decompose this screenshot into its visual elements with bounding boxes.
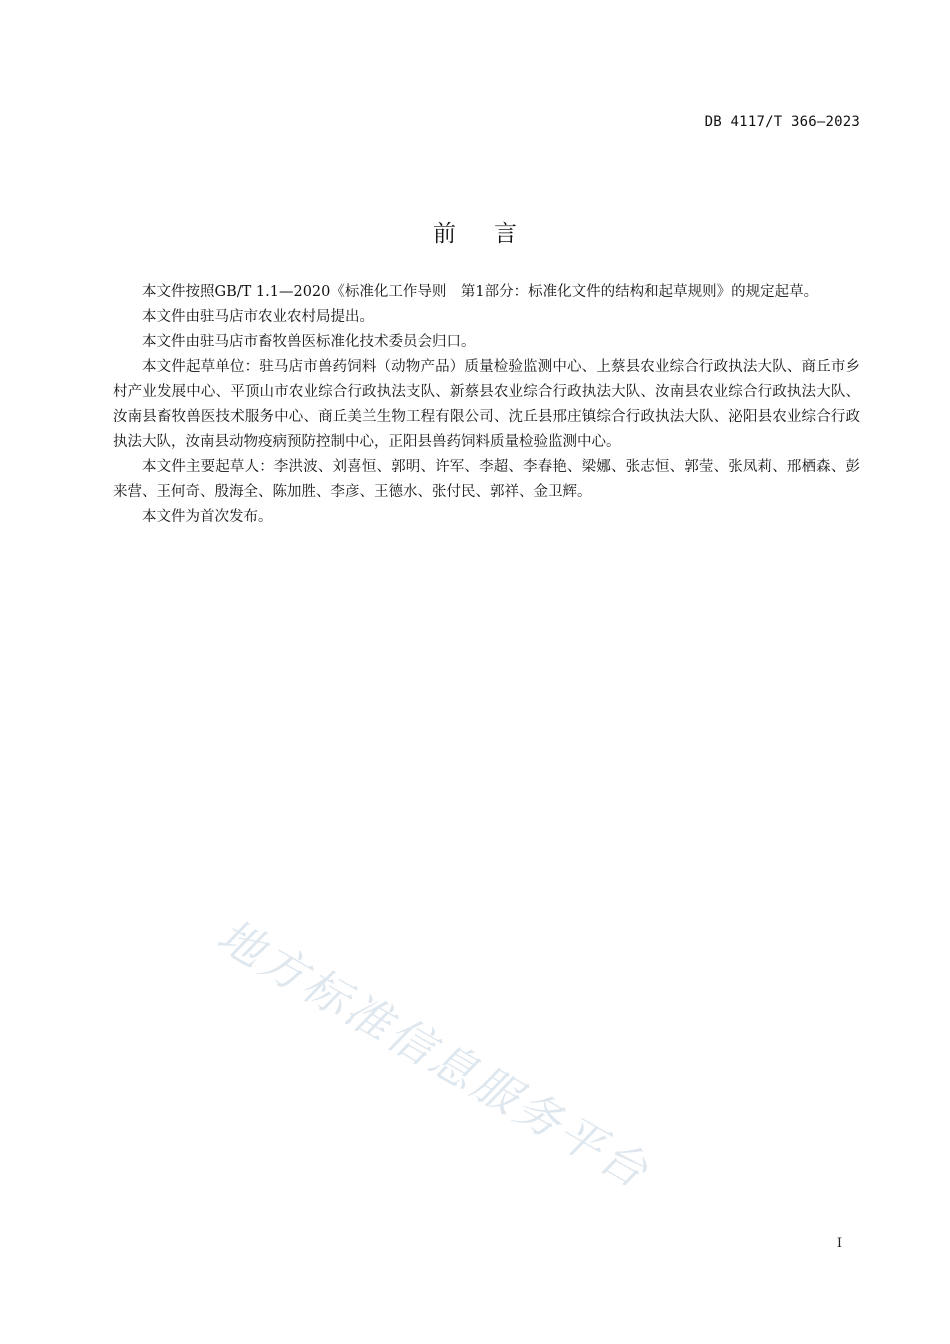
paragraph-centralized-by: 本文件由驻马店市畜牧兽医标准化技术委员会归口。 (142, 334, 476, 350)
document-number: DB 4117/T 366—2023 (704, 114, 860, 130)
watermark: 地方标准信息服务平台 (208, 908, 660, 1200)
paragraph-main-drafters: 本文件主要起草人：李洪波、刘喜恒、郭明、许军、李超、李春艳、梁娜、张志恒、郭莹、张凤莉、邢栖森、彭来营、王何奇、殷海全、陈加胜、李彦、王德水、张付民、郭祥、金卫辉。 (113, 459, 860, 500)
paragraph-drafting-units: 本文件起草单位：驻马店市兽药饲料（动物产品）质量检验监测中心、上蔡县农业综合行政执法大队、商丘市乡村产业发展中心、平顶山市农业综合行政执法支队、新蔡县农业综合行政执法大队、汝南县农业综合行政执法大队、汝南县畜牧兽医技术服务中心、商丘美兰生物工程有限公司、沈丘县邢庄镇综合行政执法大队、泌阳县农业综合行政执法大队，汝南县动物疫病预防控制中心，正阳县兽药饲料质量检验监测中心。 (113, 359, 860, 450)
paragraph-proposer: 本文件由驻马店市农业农村局提出。 (142, 309, 374, 325)
foreword-body (113, 280, 860, 530)
paragraph-first-release: 本文件为首次发布。 (142, 509, 273, 525)
page-title: 前言 (433, 221, 555, 248)
paragraph-drafting-rules: 本文件按照GB/T 1.1—2020《标准化工作导则 第1部分：标准化文件的结构和起草规则》的规定起草。 (142, 284, 819, 300)
page-number: I (836, 1236, 842, 1251)
